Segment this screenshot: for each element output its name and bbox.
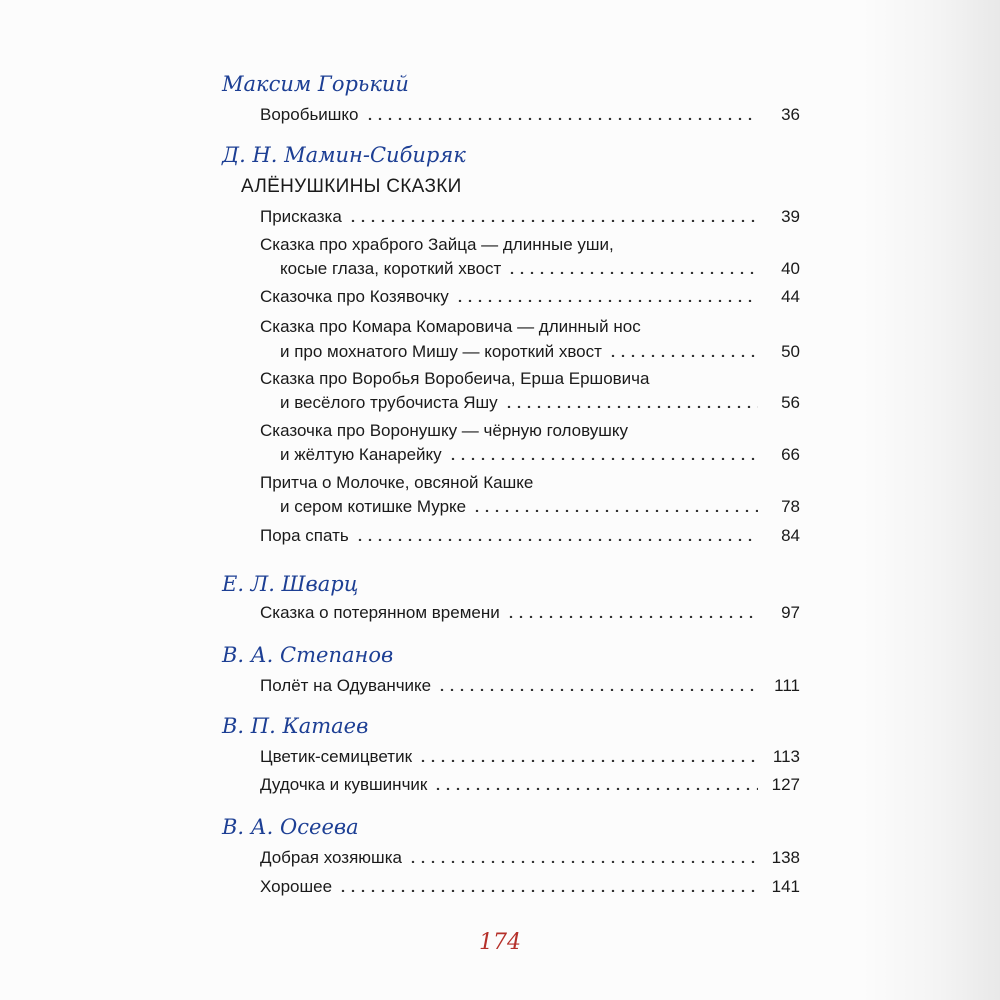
toc-entry-title: и жёлтую Канарейку	[280, 445, 442, 464]
toc-entry-page: 50	[781, 342, 800, 361]
dot-leader	[437, 679, 758, 691]
toc-entry-title: Дудочка и кувшинчик	[260, 775, 428, 794]
dot-leader	[348, 210, 758, 222]
toc-entry[interactable]	[260, 103, 800, 127]
dot-leader	[448, 448, 758, 460]
page-shadow	[860, 0, 1000, 1000]
toc-entry-title: Воробьишко	[260, 105, 359, 124]
toc-entry-title: Сказка о потерянном времени	[260, 603, 500, 622]
toc-entry[interactable]	[280, 495, 800, 519]
toc-entry[interactable]	[280, 257, 800, 281]
dot-leader	[472, 500, 758, 512]
toc-entry-title: и сером котишке Мурке	[280, 497, 467, 516]
toc-entry-page: 141	[771, 877, 800, 896]
author-heading: Д. Н. Мамин-Сибиряк	[222, 143, 466, 167]
toc-entry-title: Присказка	[260, 207, 342, 226]
toc-entry[interactable]	[280, 443, 800, 467]
dot-leader	[608, 345, 758, 357]
toc-entry-title: Полёт на Одуванчике	[260, 676, 432, 695]
toc-entry-page: 40	[781, 259, 800, 278]
toc-entry-page: 113	[772, 747, 800, 766]
toc-entry-page: 127	[771, 775, 800, 794]
toc-entry-title-line: Притча о Молочке, овсяной Кашке	[260, 473, 534, 492]
toc-entry[interactable]	[280, 340, 800, 364]
dot-leader	[504, 396, 758, 408]
toc-entry[interactable]	[260, 875, 800, 899]
author-heading: В. П. Катаев	[222, 714, 369, 738]
author-heading: Е. Л. Шварц	[222, 572, 359, 596]
toc-entry-page: 97	[781, 603, 800, 622]
toc-entry-title: Хорошее	[260, 877, 333, 896]
toc-entry-title-line: Сказка про Воробья Воробеича, Ерша Ершовича	[260, 369, 650, 388]
toc-entry-page: 44	[781, 287, 800, 306]
page-number: 174	[479, 930, 521, 955]
dot-leader	[507, 262, 758, 274]
toc-entry-page: 78	[781, 497, 800, 516]
toc-entry-title: и про мохнатого Мишу — короткий хвост	[280, 342, 602, 361]
toc-entry[interactable]	[260, 674, 800, 698]
toc-entry[interactable]	[260, 524, 800, 548]
dot-leader	[433, 778, 758, 790]
toc-entry-title: Сказочка про Козявочку	[260, 287, 449, 306]
toc-entry[interactable]	[260, 205, 800, 229]
toc-entry-page: 36	[781, 105, 800, 124]
toc-entry-page: 84	[781, 526, 800, 545]
toc-entry-title: и весёлого трубочиста Яшу	[280, 393, 498, 412]
toc-entry[interactable]	[260, 601, 800, 625]
toc-entry[interactable]	[280, 391, 800, 415]
toc-entry-title: Добрая хозяюшка	[260, 848, 402, 867]
toc-entry-page: 111	[774, 676, 800, 695]
dot-leader	[365, 108, 758, 120]
dot-leader	[408, 851, 758, 863]
toc-entry[interactable]	[260, 846, 800, 870]
toc-entry[interactable]	[260, 745, 800, 769]
author-heading: В. А. Степанов	[222, 643, 394, 667]
toc-entry-title-line: Сказка про храброго Зайца — длинные уши,	[260, 235, 614, 254]
toc-entry-title-line: Сказочка про Воронушку — чёрную головушку	[260, 421, 629, 440]
toc-entry-title: косые глаза, короткий хвост	[280, 259, 502, 278]
toc-entry-title: Пора спать	[260, 526, 349, 545]
author-heading: В. А. Осеева	[222, 815, 359, 839]
dot-leader	[355, 529, 758, 541]
toc-entry-title-line: Сказка про Комара Комаровича — длинный нос	[260, 317, 641, 336]
toc-entry[interactable]	[260, 285, 800, 309]
dot-leader	[455, 290, 758, 302]
toc-entry[interactable]	[260, 773, 800, 797]
toc-entry-page: 138	[771, 848, 800, 867]
section-heading: АЛЁНУШКИНЫ СКАЗКИ	[241, 176, 462, 197]
dot-leader	[418, 750, 758, 762]
toc-entry-page: 39	[781, 207, 800, 226]
toc-entry-page: 66	[781, 445, 800, 464]
author-heading: Максим Горький	[222, 72, 409, 96]
dot-leader	[338, 880, 758, 892]
dot-leader	[506, 606, 758, 618]
toc-entry-title: Цветик-семицветик	[260, 747, 413, 766]
toc-entry-page: 56	[781, 393, 800, 412]
